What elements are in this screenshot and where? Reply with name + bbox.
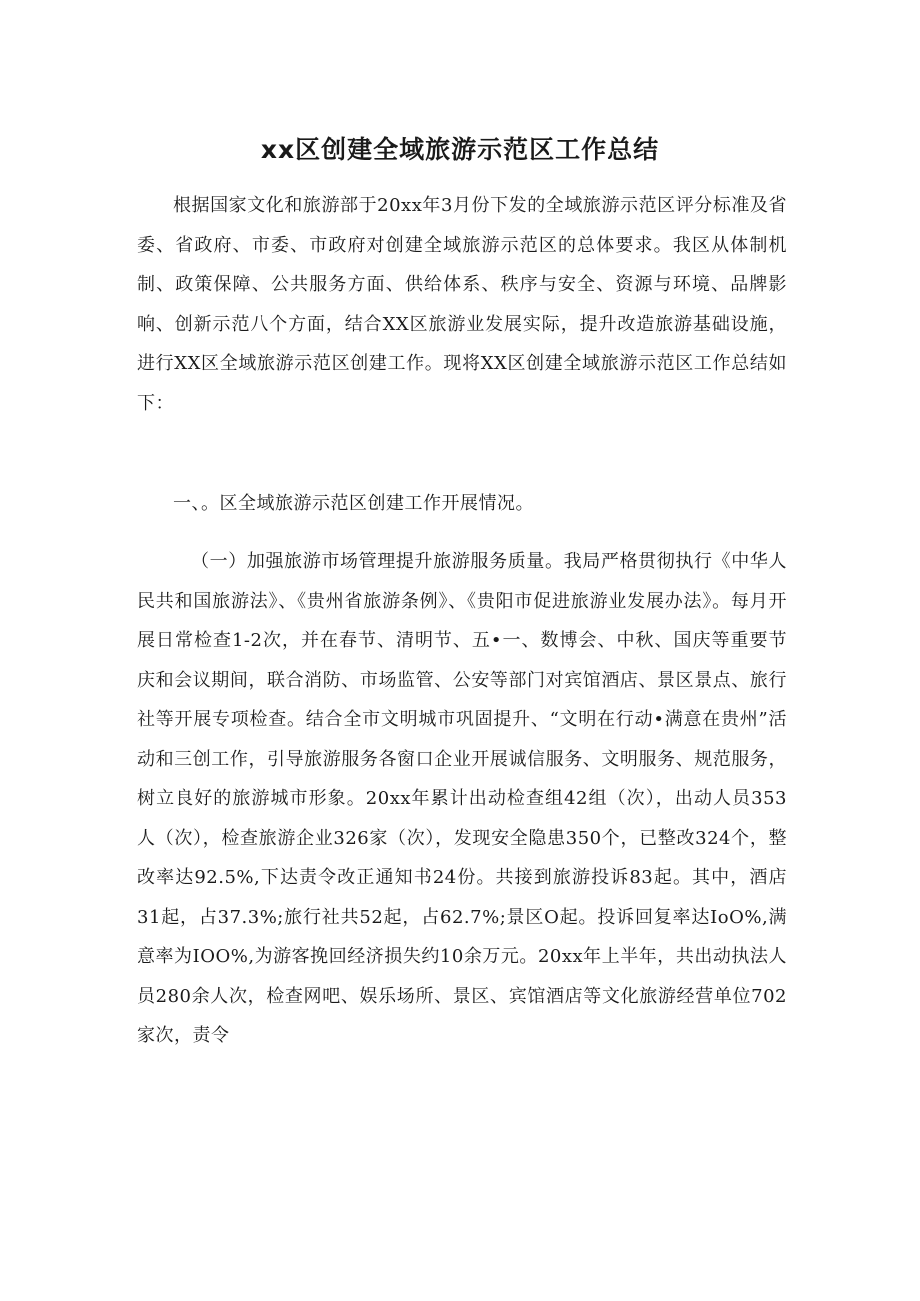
section-heading: 一、。区全域旅游示范区创建工作开展情况。 [173,493,534,514]
document-title: xx区创建全域旅游示范区工作总结 [260,135,660,164]
intro-paragraph: 根据国家文化和旅游部于20xx年3月份下发的全域旅游示范区评分标准及省委、省政府、市委、市政府对创建全域旅游示范区的总体要求。我区从体制机制、政策保障、公共服务方面、供给体系、秩序与安全、资源与环境、品牌影响、创新示范八个方面，结合XX区旅游业发展实际，提升改造旅游基础设施，进行XX区全域旅游示范区创建工作。现将XX区创建全域旅游示范区工作总结如下： [137,195,787,414]
body-paragraph: （一）加强旅游市场管理提升旅游服务质量。我局严格贯彻执行《中华人民共和国旅游法》、《贵州省旅游条例》、《贵阳市促进旅游业发展办法》。每月开展日常检查1-2次，并在春节、清明节、五•一、数博会、中秋、国庆等重要节庆和会议期间，联合消防、市场监管、公安等部门对宾馆酒店、景区景点、旅行社等开展专项检查。结合全市文明城市巩固提升、“文明在行动•满意在贵州”活动和三创工作，引导旅游服务各窗口企业开展诚信服务、文明服务、规范服务，树立良好的旅游城市形象。20xx年累计出动检查组42组（次），出动人员353人（次），检查旅游企业326家（次），发现安全隐患350个，已整改324个，整改率达92.5%,下达责令改正通知书24份。共接到旅游投诉83起。其中，酒店31起，占37.3%;旅行社共52起，占62.7%;景区O起。投诉回复率达IoO%,满意率为IOO%,为游客挽回经济损失约10余万元。20xx年上半年，共出动执法人员280余人次，检查网吧、娱乐场所、景区、宾馆酒店等文化旅游经营单位702家次，责令 [137,551,787,1046]
